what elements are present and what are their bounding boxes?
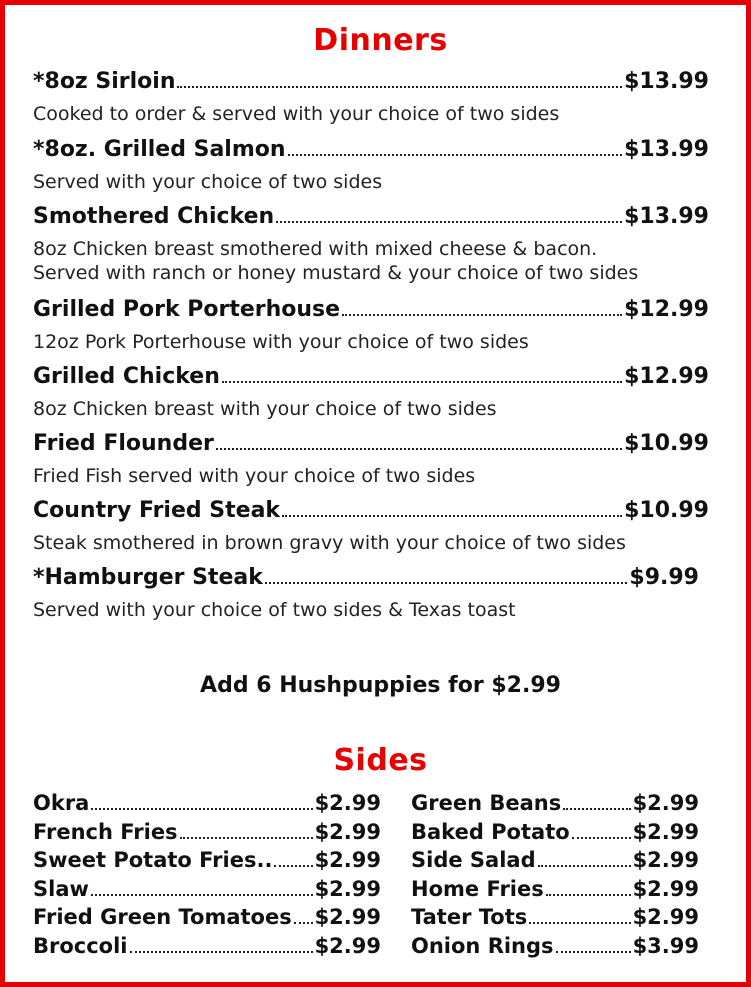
dot-leader	[282, 515, 622, 517]
dinner-item-description: 12oz Pork Porterhouse with your choice of two sides	[33, 331, 529, 353]
side-item-price: $2.99	[314, 876, 381, 901]
side-item-name: Tater Tots	[411, 905, 528, 930]
side-item	[411, 905, 699, 934]
dinner-item-price: $10.99	[624, 431, 709, 456]
dot-leader	[342, 314, 622, 316]
side-item-name: Sweet Potato Fries..	[33, 848, 273, 873]
dinner-item-description: 8oz Chicken breast with your choice of two sides	[33, 398, 497, 420]
dot-leader	[216, 448, 622, 450]
dinner-item	[33, 69, 709, 127]
dinner-item-price: $13.99	[624, 137, 709, 162]
dot-leader	[563, 808, 630, 810]
dinner-item-name: Country Fried Steak	[33, 498, 281, 523]
dot-leader	[222, 381, 622, 383]
side-item-price: $3.99	[632, 933, 699, 958]
dinner-item-description: Cooked to order & served with your choice of two sides	[33, 103, 560, 125]
dinner-item-price: $9.99	[629, 565, 699, 590]
side-item-name: Okra	[33, 791, 90, 815]
side-item-price: $2.99	[632, 791, 699, 815]
side-item	[33, 905, 381, 934]
side-item-price: $2.99	[632, 848, 699, 873]
dot-leader	[274, 865, 312, 867]
side-item	[33, 934, 381, 963]
side-item-price: $2.99	[632, 876, 699, 901]
dinner-item-name: Smothered Chicken	[33, 204, 275, 229]
dinner-item-name: Fried Flounder	[33, 431, 214, 456]
dot-leader	[265, 582, 628, 584]
side-item-name: Home Fries	[411, 876, 544, 901]
dot-leader	[177, 86, 622, 88]
side-item	[33, 820, 381, 849]
dinner-item-description: Served with ranch or honey mustard & your choice of two sides	[33, 262, 639, 284]
dinner-item	[33, 498, 709, 556]
dot-leader	[180, 837, 313, 839]
dot-leader	[91, 808, 312, 810]
sides-right-column	[411, 791, 699, 963]
side-item	[411, 820, 699, 849]
dinner-item-name: *8oz. Grilled Salmon	[33, 137, 286, 162]
dinner-item	[33, 297, 709, 355]
side-item-price: $2.99	[632, 905, 699, 930]
side-item	[33, 877, 381, 906]
dinner-item-price: $12.99	[624, 364, 709, 389]
dinner-item-name: Grilled Pork Porterhouse	[33, 297, 341, 322]
side-item-name: Green Beans	[411, 791, 562, 815]
dinner-item	[33, 431, 709, 489]
sides-left-column	[33, 791, 381, 963]
side-item-name: Broccoli	[33, 933, 128, 958]
side-item	[411, 791, 699, 820]
side-item-name: Baked Potato	[411, 819, 570, 844]
dot-leader	[556, 951, 631, 953]
dinner-item-description: Steak smothered in brown gravy with your choice of two sides	[33, 532, 626, 554]
dinner-item	[33, 364, 709, 422]
dinner-item	[33, 204, 709, 286]
sides-title: Sides	[333, 743, 428, 778]
dinner-item-price: $13.99	[624, 69, 709, 94]
side-item-name: Slaw	[33, 876, 89, 901]
side-item-name: Onion Rings	[411, 933, 554, 958]
dinner-item-price: $10.99	[624, 498, 709, 523]
dinner-item	[33, 565, 699, 623]
dinner-item-name: *8oz Sirloin	[33, 69, 176, 94]
dot-leader	[276, 221, 622, 223]
dinner-item-price: $13.99	[624, 204, 709, 229]
side-item	[411, 848, 699, 877]
dot-leader	[546, 894, 631, 896]
dot-leader	[538, 865, 631, 867]
side-item-name: French Fries	[33, 819, 178, 844]
dinner-item-description: Served with your choice of two sides & Texas toast	[33, 599, 516, 621]
side-item	[33, 848, 381, 877]
dot-leader	[572, 837, 631, 839]
dot-leader	[529, 922, 630, 924]
side-item	[411, 934, 699, 963]
side-item-price: $2.99	[314, 819, 381, 844]
side-item-name: Side Salad	[411, 848, 536, 873]
side-item	[33, 791, 381, 820]
dot-leader	[130, 951, 313, 953]
dinner-item-name: *Hamburger Steak	[33, 565, 263, 590]
dinner-item-description: 8oz Chicken breast smothered with mixed cheese & bacon.	[33, 238, 598, 260]
dinner-item	[33, 137, 709, 195]
side-item-price: $2.99	[314, 848, 381, 873]
side-item-name: Fried Green Tomatoes	[33, 905, 292, 930]
side-item-price: $2.99	[314, 933, 381, 958]
side-item-price: $2.99	[314, 791, 381, 815]
dinner-item-description: Served with your choice of two sides	[33, 171, 383, 193]
side-item-price: $2.99	[314, 905, 381, 930]
dinner-item-name: Grilled Chicken	[33, 364, 220, 389]
dot-leader	[91, 894, 313, 896]
dinners-title: Dinners	[313, 23, 448, 58]
dinner-item-price: $12.99	[624, 297, 709, 322]
dot-leader	[294, 922, 313, 924]
side-item-price: $2.99	[632, 819, 699, 844]
dot-leader	[288, 154, 623, 156]
hushpuppies-addon: Add 6 Hushpuppies for $2.99	[200, 673, 561, 698]
dinner-item-description: Fried Fish served with your choice of two sides	[33, 465, 476, 487]
side-item	[411, 877, 699, 906]
